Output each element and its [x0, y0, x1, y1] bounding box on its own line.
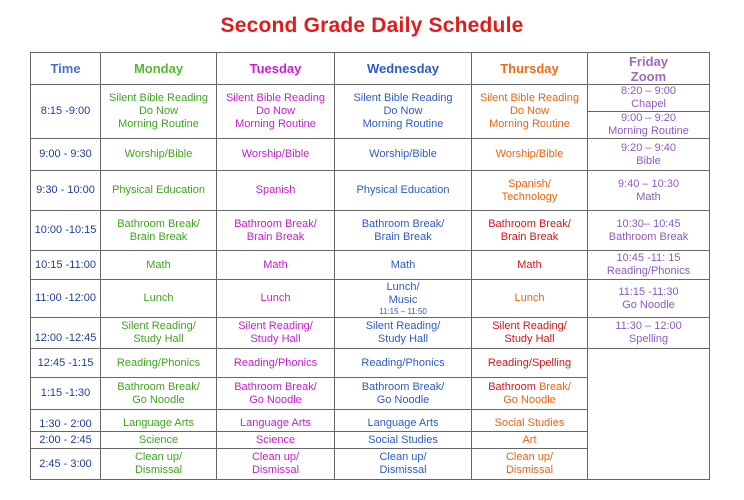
cell-wednesday: Silent Bible Reading Do Now Morning Routine	[335, 85, 472, 139]
cell-tuesday: Science	[217, 432, 335, 449]
header-friday: Friday Zoom	[588, 53, 710, 85]
table-row	[31, 251, 710, 280]
time-cell: 11:00 -12:00	[31, 280, 101, 318]
cell-thursday: Worship/Bible	[472, 139, 588, 171]
cell-friday: 9:00 – 9:20 Morning Routine	[588, 112, 710, 139]
time-cell: 10:00 -10:15	[31, 211, 101, 251]
table-row	[31, 139, 710, 171]
cell-wednesday: Reading/Phonics	[335, 349, 472, 378]
cell-wednesday: Math	[335, 251, 472, 280]
cell-tuesday: Worship/Bible	[217, 139, 335, 171]
cell-thursday: Social Studies	[472, 410, 588, 432]
cell-thursday: Bathroom Break/ Brain Break	[472, 211, 588, 251]
cell-friday: 10:30– 10:45 Bathroom Break	[588, 211, 710, 251]
cell-tuesday: Bathroom Break/ Go Noodle	[217, 378, 335, 410]
cell-wednesday: Worship/Bible	[335, 139, 472, 171]
cell-thursday: Bathroom Break/ Go Noodle	[472, 378, 588, 410]
cell-wednesday: Bathroom Break/ Go Noodle	[335, 378, 472, 410]
friday-empty	[588, 349, 710, 480]
table-row	[31, 171, 710, 211]
cell-monday: Bathroom Break/ Brain Break	[101, 211, 217, 251]
cell-monday: Physical Education	[101, 171, 217, 211]
cell-wednesday: Lunch/ Music 11:15 – 11:50	[335, 280, 472, 318]
cell-tuesday: Lunch	[217, 280, 335, 318]
cell-friday: 8:20 – 9:00 Chapel	[588, 85, 710, 112]
cell-friday: 11:15 -11:30 Go Noodle	[588, 280, 710, 318]
cell-monday: Clean up/ Dismissal	[101, 449, 217, 480]
cell-friday: 11:30 – 12:00 Spelling	[588, 318, 710, 349]
cell-tuesday: Spanish	[217, 171, 335, 211]
cell-tuesday: Math	[217, 251, 335, 280]
time-cell: 1:30 - 2:00	[31, 410, 101, 432]
cell-monday: Reading/Phonics	[101, 349, 217, 378]
cell-tuesday: Silent Reading/ Study Hall	[217, 318, 335, 349]
cell-monday: Silent Reading/ Study Hall	[101, 318, 217, 349]
cell-tuesday: Silent Bible Reading Do Now Morning Routine	[217, 85, 335, 139]
cell-tuesday: Clean up/ Dismissal	[217, 449, 335, 480]
cell-tuesday: Language Arts	[217, 410, 335, 432]
time-cell: 8:15 -9:00	[31, 85, 101, 139]
cell-wednesday: Social Studies	[335, 432, 472, 449]
cell-thursday: Math	[472, 251, 588, 280]
time-cell: 10:15 -11:00	[31, 251, 101, 280]
cell-wednesday: Silent Reading/ Study Hall	[335, 318, 472, 349]
cell-friday: 9:40 – 10:30 Math	[588, 171, 710, 211]
cell-monday: Silent Bible Reading Do Now Morning Routine	[101, 85, 217, 139]
cell-thursday: Lunch	[472, 280, 588, 318]
cell-tuesday: Bathroom Break/ Brain Break	[217, 211, 335, 251]
time-cell: 12:45 -1:15	[31, 349, 101, 378]
table-row	[31, 85, 710, 112]
page-title: Second Grade Daily Schedule	[220, 14, 524, 37]
cell-monday: Bathroom Break/ Go Noodle	[101, 378, 217, 410]
cell-monday: Worship/Bible	[101, 139, 217, 171]
time-cell: 2:00 - 2:45	[31, 432, 101, 449]
time-cell: 1:15 -1:30	[31, 378, 101, 410]
header-time: Time	[31, 53, 101, 85]
cell-friday: 10:45 -11: 15 Reading/Phonics	[588, 251, 710, 280]
cell-wednesday: Physical Education	[335, 171, 472, 211]
cell-monday: Science	[101, 432, 217, 449]
cell-monday: Math	[101, 251, 217, 280]
cell-thursday: Silent Bible Reading Do Now Morning Routine	[472, 85, 588, 139]
time-cell: 12:00 -12:45	[31, 318, 101, 349]
header-thursday: Thursday	[472, 53, 588, 85]
cell-thursday: Reading/Spelling	[472, 349, 588, 378]
cell-thursday: Art	[472, 432, 588, 449]
lunch-music-time: 11:15 – 11:50	[379, 307, 427, 316]
cell-friday: 9:20 – 9:40 Bible	[588, 139, 710, 171]
header-friday-sub: Zoom	[630, 68, 667, 84]
cell-thursday: Silent Reading/ Study Hall	[472, 318, 588, 349]
table-row	[31, 318, 710, 349]
cell-thursday: Clean up/ Dismissal	[472, 449, 588, 480]
cell-monday: Language Arts	[101, 410, 217, 432]
schedule-table	[30, 52, 710, 480]
cell-tuesday: Reading/Phonics	[217, 349, 335, 378]
cell-monday: Lunch	[101, 280, 217, 318]
table-row	[31, 211, 710, 251]
time-cell: 9:00 - 9:30	[31, 139, 101, 171]
time-cell: 2:45 - 3:00	[31, 449, 101, 480]
table-row	[31, 349, 710, 378]
header-row	[31, 53, 710, 85]
cell-wednesday: Language Arts	[335, 410, 472, 432]
cell-thursday: Spanish/ Technology	[472, 171, 588, 211]
cell-wednesday: Clean up/ Dismissal	[335, 449, 472, 480]
header-monday: Monday	[101, 53, 217, 85]
header-tuesday: Tuesday	[217, 53, 335, 85]
cell-wednesday: Bathroom Break/ Brain Break	[335, 211, 472, 251]
time-cell: 9:30 - 10:00	[31, 171, 101, 211]
header-wednesday: Wednesday	[335, 53, 472, 85]
table-row	[31, 280, 710, 318]
